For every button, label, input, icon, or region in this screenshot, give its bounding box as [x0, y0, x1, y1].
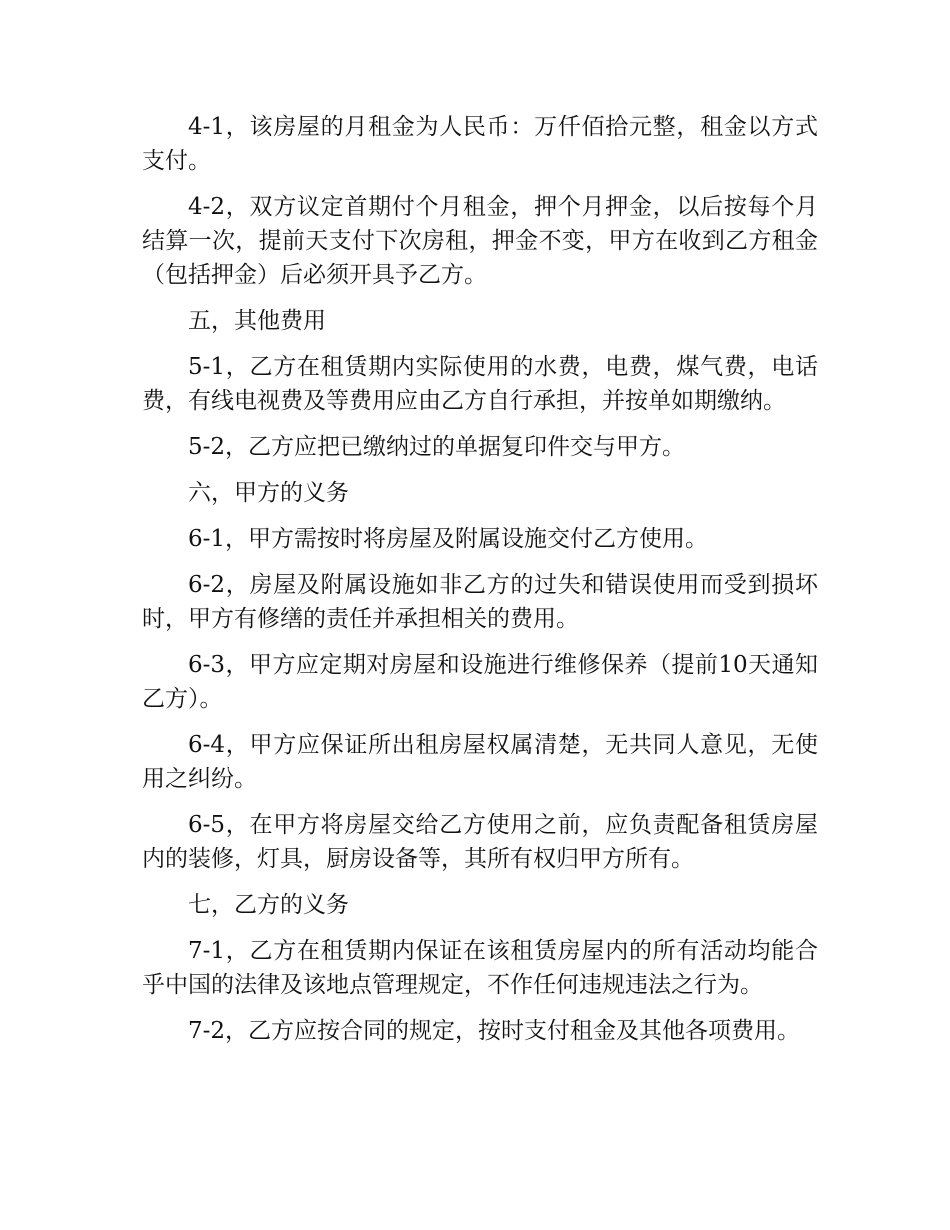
clause-6-4: 6-4，甲方应保证所出租房屋权属清楚，无共同人意见，无使用之纠纷。 — [142, 732, 818, 792]
clause-5-2: 5-2，乙方应把已缴纳过的单据复印件交与甲方。 — [188, 434, 686, 460]
clause-6-1: 6-1，甲方需按时将房屋及附属设施交付乙方使用。 — [188, 526, 709, 552]
clause-7-1: 7-1，乙方在租赁期内保证在该租赁房屋内的所有活动均能合乎中国的法律及该地点管理规定，不作任何违规违法之行为。 — [142, 938, 818, 998]
clause-7-2: 7-2，乙方应按合同的规定，按时支付租金及其他各项费用。 — [188, 1018, 801, 1044]
clause-4-2: 4-2，双方议定首期付个月租金，押个月押金，以后按每个月结算一次，提前天支付下次房租，押金不变，甲方在收到乙方租金（包括押金）后必须开具予乙方。 — [142, 194, 818, 288]
clause-6-3: 6-3，甲方应定期对房屋和设施进行维修保养（提前10天通知乙方）。 — [142, 652, 818, 712]
clause-6-2: 6-2，房屋及附属设施如非乙方的过失和错误使用而受到损坏时，甲方有修缮的责任并承担相关的费用。 — [142, 572, 818, 632]
document-body — [142, 110, 818, 1060]
section-heading-other-fees: 五，其他费用 — [188, 308, 326, 334]
section-heading-party-b-obligations: 七，乙方的义务 — [188, 892, 349, 918]
section-heading-party-a-obligations: 六，甲方的义务 — [188, 480, 349, 506]
clause-6-5: 6-5，在甲方将房屋交给乙方使用之前，应负责配备租赁房屋内的装修，灯具，厨房设备等，其所有权归甲方所有。 — [142, 812, 818, 872]
clause-4-1: 4-1，该房屋的月租金为人民币：万仟佰拾元整，租金以方式支付。 — [142, 114, 818, 174]
clause-5-1: 5-1，乙方在租赁期内实际使用的水费，电费，煤气费，电话费，有线电视费及等费用应由乙方自行承担，并按单如期缴纳。 — [142, 354, 818, 414]
